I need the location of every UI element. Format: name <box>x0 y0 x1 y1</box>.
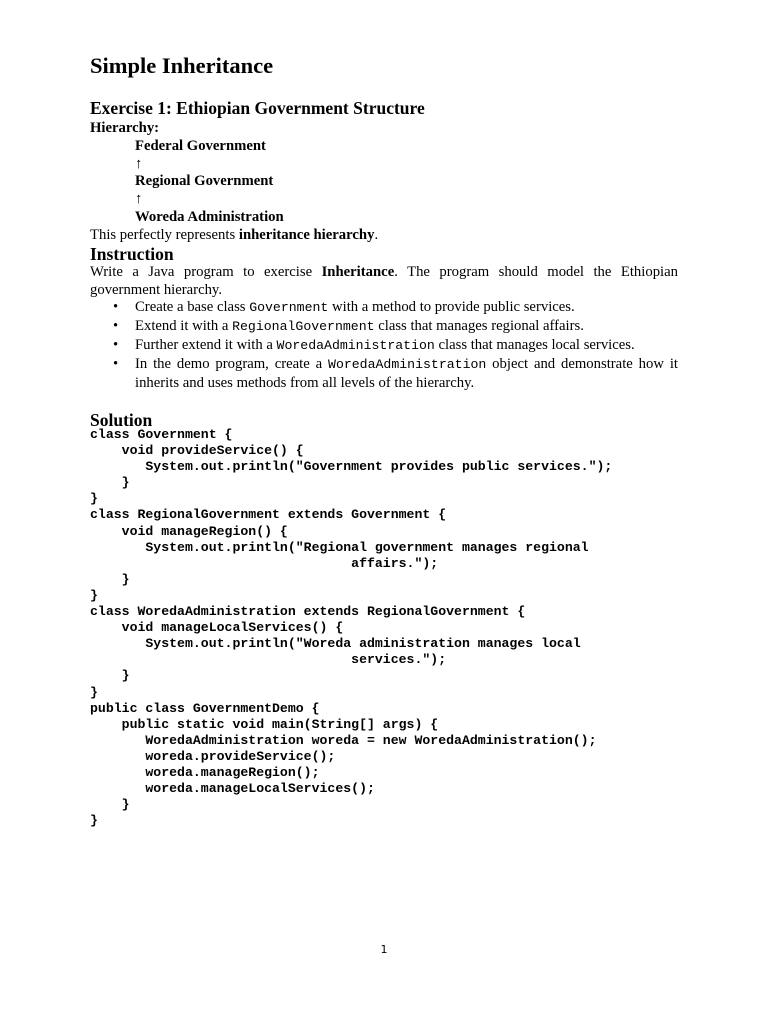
code-line: } <box>90 475 130 491</box>
summary-bold: inheritance hierarchy <box>238 227 375 243</box>
code-line: void manageLocalServices() { <box>90 620 344 636</box>
code-line: System.out.println("Government provides public services."); <box>90 459 613 475</box>
exercise-title: Exercise 1: Ethiopian Government Structure <box>90 98 425 118</box>
bullet-icon: • <box>113 337 119 353</box>
code-line: } <box>90 491 98 507</box>
code-line: } <box>90 797 130 813</box>
code-line: System.out.println("Woreda administration manages local <box>90 636 581 652</box>
up-arrow-icon: ↑ <box>135 156 143 172</box>
inline-code: RegionalGovernment <box>232 319 375 334</box>
list-item: • Extend it with a RegionalGovernment class that manages regional affairs. <box>113 318 584 334</box>
list-item: • Further extend it with a WoredaAdministration class that manages local services. <box>113 337 635 353</box>
inline-code: WoredaAdministration <box>328 357 487 372</box>
summary-sentence <box>90 226 378 244</box>
bullet-icon: • <box>113 356 119 372</box>
summary-prefix: This perfectly represents <box>90 227 239 243</box>
hierarchy-level-federal: Federal Government <box>135 138 266 154</box>
intro-bold: Inheritance <box>321 264 395 280</box>
code-block <box>90 427 678 829</box>
hierarchy-level-woreda: Woreda Administration <box>135 209 284 225</box>
code-line: void manageRegion() { <box>90 523 288 539</box>
code-line: } <box>90 571 130 587</box>
code-line: } <box>90 684 98 700</box>
bullet-icon: • <box>113 299 119 315</box>
code-line: class Government { <box>90 427 233 442</box>
solution-heading: Solution <box>90 410 153 430</box>
code-line: affairs."); <box>90 555 439 571</box>
code-line: } <box>90 587 98 603</box>
bullet-icon: • <box>113 318 119 334</box>
page-title: Simple Inheritance <box>90 53 274 78</box>
code-line: void provideService() { <box>90 443 304 459</box>
code-line: class WoredaAdministration extends RegionalGovernment { <box>90 604 526 620</box>
code-line: public class GovernmentDemo { <box>90 700 320 716</box>
code-line: WoredaAdministration woreda = new WoredaAdministration(); <box>90 732 597 748</box>
instruction-intro: Write a Java program to exercise Inheritance. The program should model the Ethiopian government hierarchy. <box>90 264 678 298</box>
list-item: • Create a base class Government with a method to provide public services. <box>113 299 575 315</box>
code-line: woreda.manageRegion(); <box>90 764 320 780</box>
inline-code: WoredaAdministration <box>276 338 435 353</box>
instruction-list <box>90 298 678 392</box>
code-line: services."); <box>90 652 447 668</box>
hierarchy-label: Hierarchy: <box>90 120 160 136</box>
code-line: } <box>90 668 130 684</box>
instruction-heading: Instruction <box>90 244 174 264</box>
code-line: System.out.println("Regional government manages regional <box>90 539 589 555</box>
code-line: public static void main(String[] args) { <box>90 716 439 732</box>
up-arrow-icon: ↑ <box>135 191 143 207</box>
code-line: woreda.manageLocalServices(); <box>90 781 375 797</box>
code-line: } <box>90 813 98 829</box>
list-item: • In the demo program, create a WoredaAdministration object and demonstrate how it inherits and uses methods from all levels of the hierarchy. <box>113 356 678 391</box>
summary-suffix: . <box>374 227 379 243</box>
inline-code: Government <box>249 300 329 315</box>
page-number: 1 <box>380 943 388 956</box>
code-line: class RegionalGovernment extends Government { <box>90 507 447 523</box>
hierarchy-level-regional: Regional Government <box>135 173 274 189</box>
code-line: woreda.provideService(); <box>90 748 336 764</box>
